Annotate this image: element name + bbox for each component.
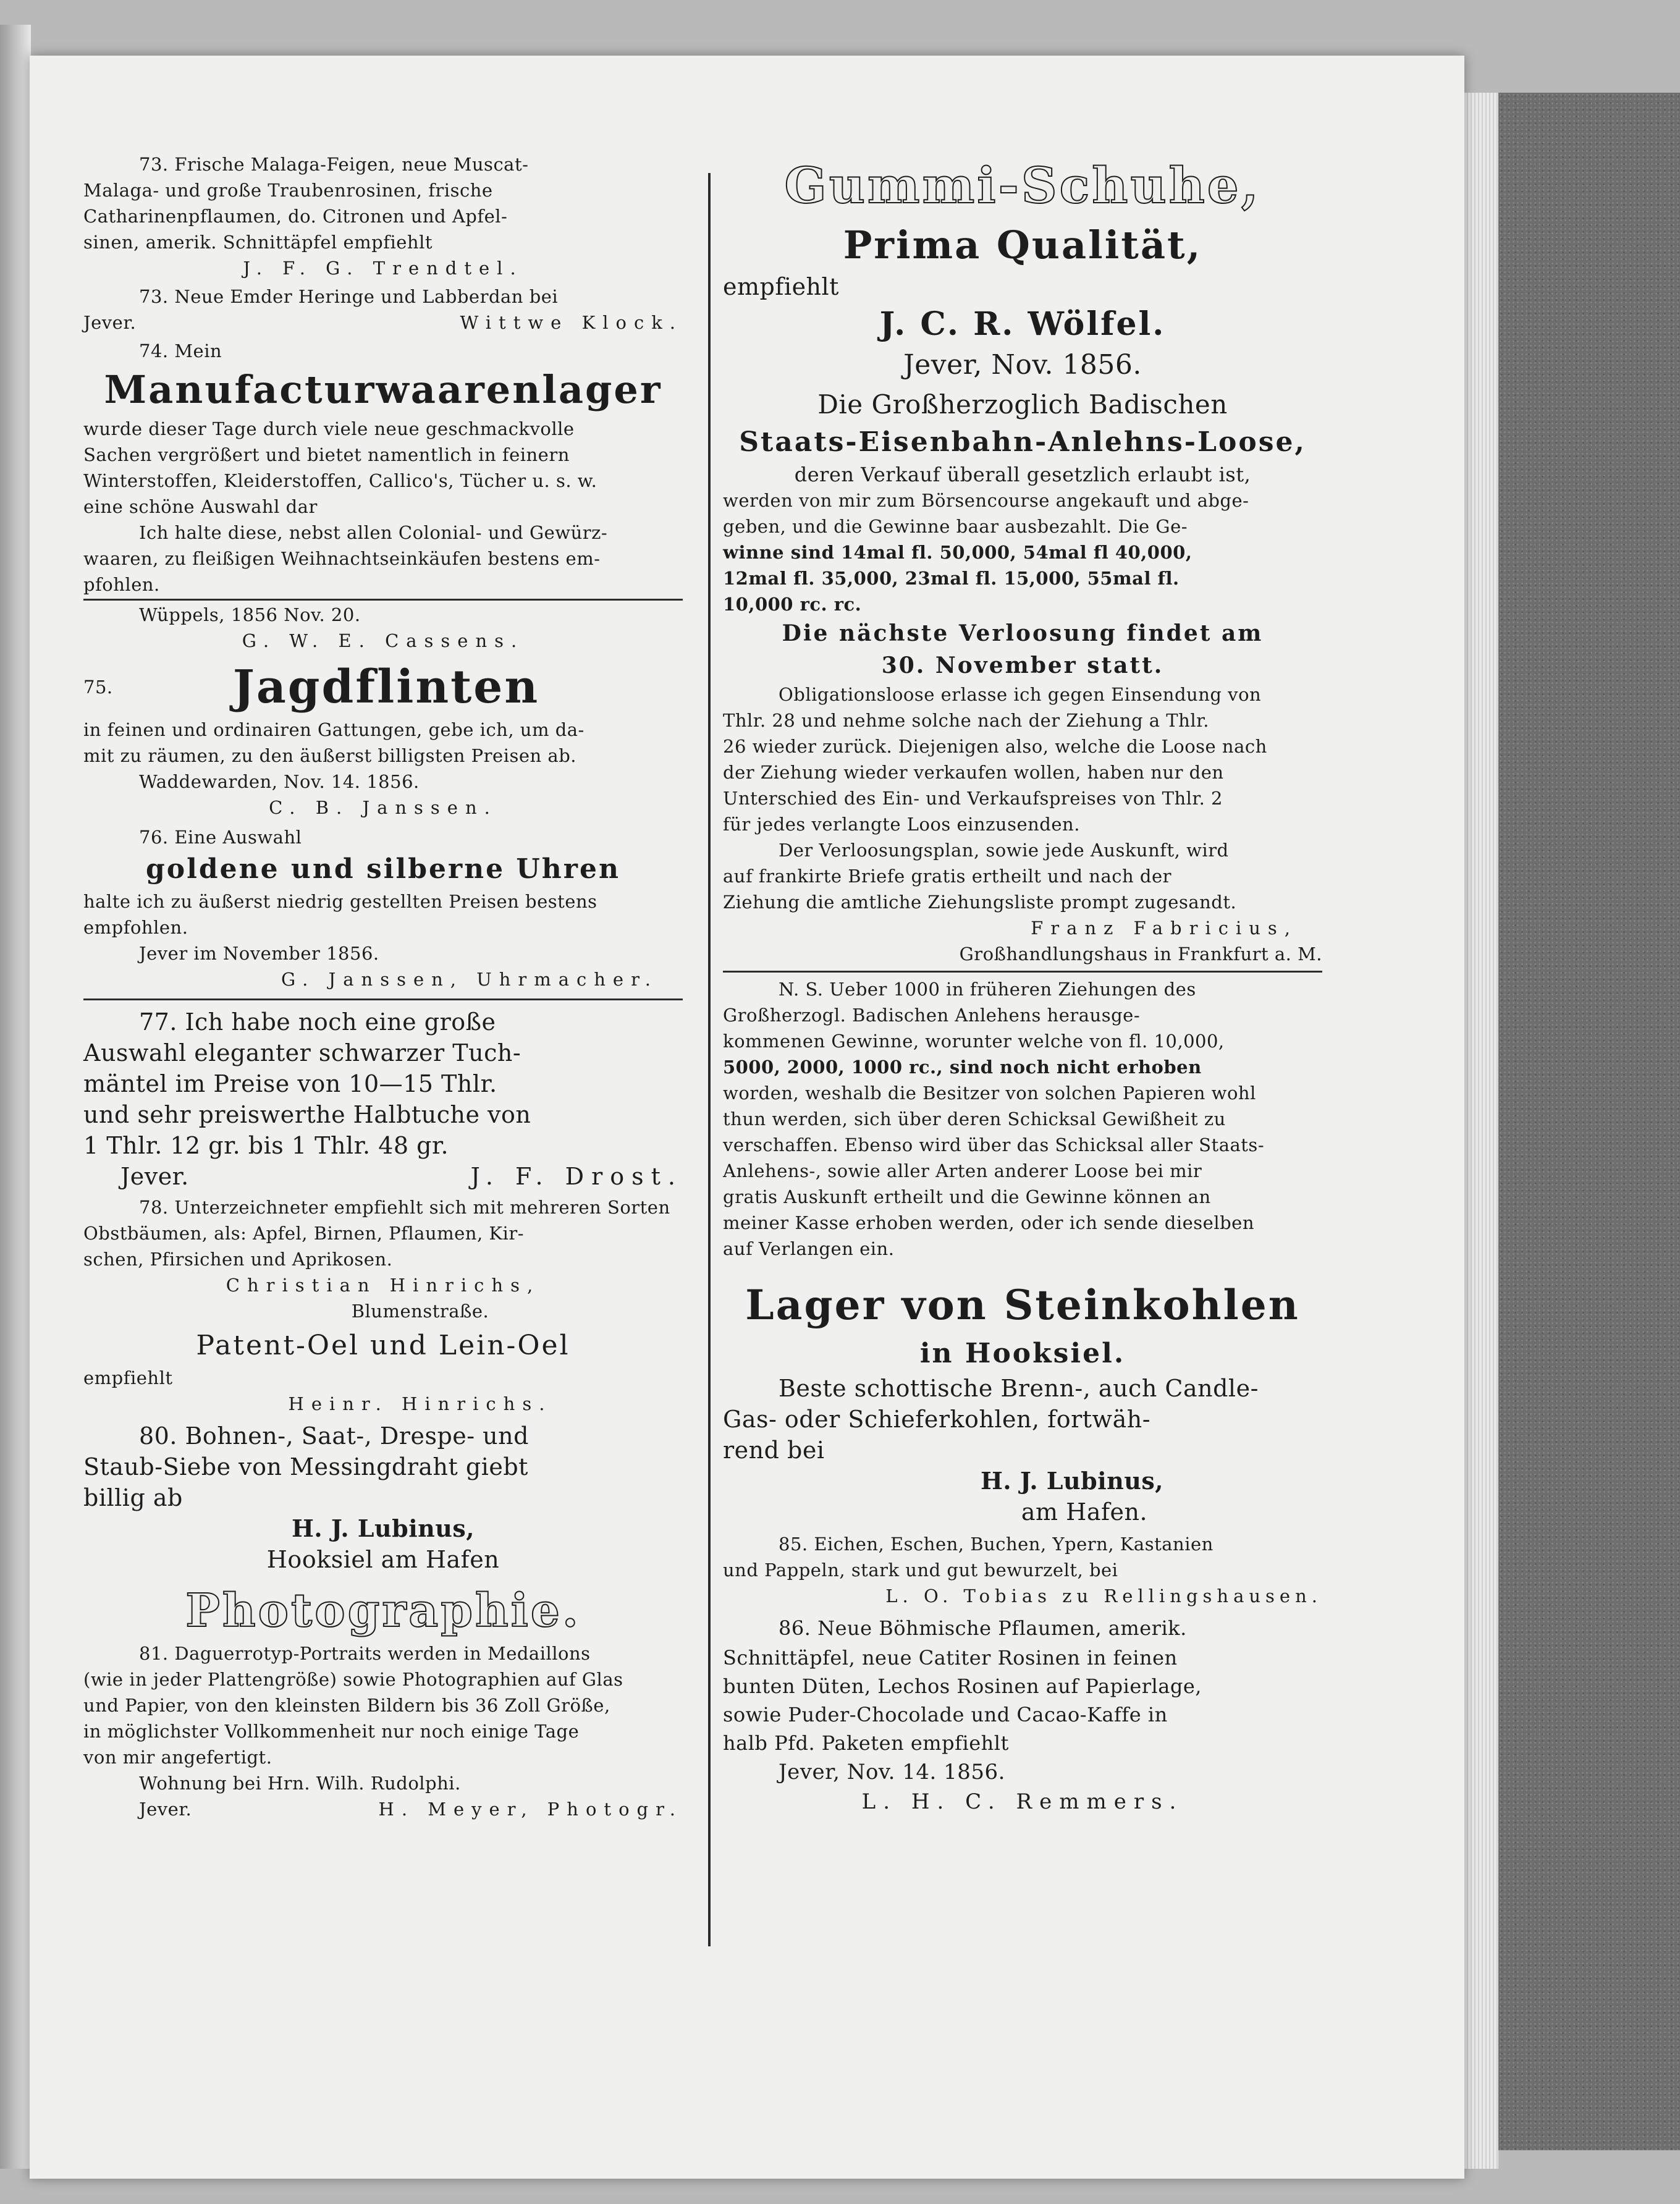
ad-line: empfohlen. [83,917,188,938]
ad-lead: empfiehlt [83,1367,173,1388]
ad-line: worden, weshalb die Besitzer von solchen Papieren wohl [723,1083,1256,1104]
separator-rule [723,971,1322,973]
ad-line: der Ziehung wieder verkaufen wollen, haben nur den [723,762,1224,783]
ad-line: in möglichster Vollkommenheit nur noch einige Tage [83,1721,580,1742]
ad-line: von mir angefertigt. [83,1747,272,1768]
ad-gummi-schuhe [723,151,1322,384]
ad-address: Hooksiel am Hafen [266,1546,500,1573]
ad-line: waaren, zu fleißigen Weihnachtseinkäufen bestens em- [83,548,601,569]
ad-line: Anlehens-, sowie aller Arten anderer Loose bei mir [723,1160,1202,1181]
ad-line: Der Verloosungsplan, sowie jede Auskunft, wird [779,840,1229,861]
ad-line: 26 wieder zurück. Diejenigen also, welche die Loose nach [723,736,1267,757]
ad-line: rend bei [723,1437,825,1464]
ad-line: (wie in jeder Plattengröße) sowie Photographien auf Glas [83,1669,623,1690]
ad-line: Sachen vergrößert und bietet namentlich in feinern [83,444,570,465]
ad-line: wurde dieser Tage durch viele neue geschmackvolle [83,418,575,439]
ad-line: 80. Bohnen-, Saat-, Drespe- und [139,1422,529,1450]
ad-line: 1 Thlr. 12 gr. bis 1 Thlr. 48 gr. [83,1132,449,1159]
ad-line: Malaga- und große Traubenrosinen, frische [83,180,493,201]
ad-place: Jever. [83,312,137,333]
ad-draw-notice: 30. November statt. [881,652,1164,678]
book-spine-left [0,25,31,2169]
ad-81-photographie [83,1581,683,1822]
ad-badische-loose [723,386,1322,1262]
ad-subhead: Staats-Eisenbahn-Anlehns-Loose, [739,426,1306,458]
ad-86-pflaumen [723,1613,1322,1817]
ad-line: halb Pfd. Paketen empfiehlt [723,1731,1009,1755]
separator-rule [83,999,683,1000]
ad-line: winne sind 14mal fl. 50,000, 54mal fl 40,000, [723,542,1192,563]
ad-signature: J. F. Drost. [470,1163,683,1190]
ad-line: in feinen und ordinairen Gattungen, gebe ich, um da- [83,719,585,740]
ad-place-date: Jever im November 1856. [139,943,379,964]
ad-line: billig ab [83,1484,183,1511]
ad-signature: C. B. Janssen. [269,797,497,818]
ad-line: Obstbäumen, als: Apfel, Birnen, Pflaumen, Kir- [83,1223,524,1244]
ad-number: 75. [83,677,113,698]
ad-line: Ziehung die amtliche Ziehungsliste prompt zugesandt. [723,892,1237,913]
ad-line: eine schöne Auswahl dar [83,496,318,517]
ad-place-date: Jever, Nov. 14. 1856. [779,1760,1005,1784]
ad-line: gratis Auskunft ertheilt und die Gewinne können an [723,1186,1211,1207]
ad-line: geben, und die Gewinne baar ausbezahlt. Die Ge- [723,516,1188,537]
ad-line: 78. Unterzeichneter empfiehlt sich mit mehreren Sorten [139,1197,670,1218]
column-divider [708,173,711,1946]
ad-signature: Wittwe Klock. [460,312,683,333]
ad-line: verschaffen. Ebenso wird über das Schicksal aller Staats- [723,1134,1265,1155]
ad-85-baeume [723,1531,1322,1609]
ad-79-oel [83,1327,683,1417]
ad-signature: G. W. E. Cassens. [242,630,525,651]
ad-place: Jever. [139,1799,192,1820]
ad-line: sinen, amerik. Schnittäpfel empfiehlt [83,232,433,253]
ad-line: 5000, 2000, 1000 rc., sind noch nicht erhoben [723,1057,1202,1078]
page-edges [1464,93,1498,2169]
separator-rule [83,599,683,601]
ad-80-siebe [83,1421,683,1575]
ad-75-jagdflinten [83,657,683,821]
ad-line: 73. Neue Emder Heringe und Labberdan bei [139,286,559,307]
ad-signature: L. H. C. Remmers. [861,1789,1184,1814]
ad-line: deren Verkauf überall gesetzlich erlaubt ist, [794,463,1251,486]
ad-signature: G. Janssen, Uhrmacher. [281,969,658,990]
ad-headline: goldene und silberne Uhren [146,853,620,885]
ad-signature: Christian Hinrichs, [226,1275,541,1296]
ad-signature: Franz Fabricius, [1031,918,1298,939]
ad-line: Waddewarden, Nov. 14. 1856. [139,771,420,792]
book-cover [1498,93,1680,2150]
ad-signature: J. C. R. Wölfel. [879,305,1166,343]
ad-line: und Papier, von den kleinsten Bildern bis 36 Zoll Größe, [83,1695,610,1716]
ad-line: 12mal fl. 35,000, 23mal fl. 15,000, 55mal fl. [723,568,1180,589]
ad-headline: Die Großherzoglich Badischen [817,389,1228,420]
ad-line: meiner Kasse erhoben werden, oder ich sende dieselben [723,1212,1254,1233]
right-column [723,151,1322,1817]
ad-line: Beste schottische Brenn-, auch Candle- [779,1375,1259,1402]
left-column [83,151,683,1822]
ad-line: bunten Düten, Lechos Rosinen auf Papierlage, [723,1674,1202,1698]
ad-headline: Lager von Steinkohlen [745,1281,1300,1329]
ad-76-uhren [83,824,683,1000]
ad-line: Obligationsloose erlasse ich gegen Einsendung von [779,684,1262,705]
ad-intro: 76. Eine Auswahl [139,827,302,848]
ad-line: werden von mir zum Börsencourse angekauft und abge- [723,490,1249,511]
ad-signature: H. J. Lubinus, [291,1514,475,1542]
ad-headline: Gummi-Schuhe, [784,156,1261,214]
ad-line: N. S. Ueber 1000 in früheren Ziehungen des [779,979,1196,1000]
ad-line: und sehr preiswerthe Halbtuche von [83,1101,531,1128]
ad-74-manufactur [83,338,683,654]
ad-address: am Hafen. [1021,1498,1148,1526]
ad-line: kommenen Gewinne, worunter welche von fl. 10,000, [723,1031,1225,1052]
ad-place-date: Jever, Nov. 1856. [903,349,1142,381]
ad-line: mit zu räumen, zu den äußerst billigsten Preisen ab. [83,745,576,766]
ad-line: 86. Neue Böhmische Pflaumen, amerik. [779,1616,1187,1640]
ad-line: auf Verlangen ein. [723,1238,895,1259]
ad-signature: Heinr. Hinrichs. [288,1393,552,1414]
ad-line: Ich halte diese, nebst allen Colonial- und Gewürz- [139,522,608,543]
ad-line: für jedes verlangte Loos einzusenden. [723,814,1080,835]
ad-place: Jever. [120,1163,189,1190]
ad-subhead: Prima Qualität, [843,222,1202,268]
ad-subhead: in Hooksiel. [919,1338,1126,1369]
ad-place-date: Wüppels, 1856 Nov. 20. [139,604,361,625]
ad-line: Schnittäpfel, neue Catiter Rosinen in feinen [723,1646,1178,1670]
ad-signature: J. F. G. Trendtel. [243,258,523,279]
ad-firm: Großhandlungshaus in Frankfurt a. M. [959,944,1322,965]
ad-line: Wohnung bei Hrn. Wilh. Rudolphi. [139,1773,461,1794]
ad-headline: Photographie. [185,1584,581,1637]
ad-line: thun werden, sich über deren Schicksal Gewißheit zu [723,1108,1226,1129]
ad-line: Auswahl eleganter schwarzer Tuch- [83,1039,521,1066]
ad-steinkohlen [723,1275,1322,1527]
ad-signature: L. O. Tobias zu Rellingshausen. [885,1585,1322,1607]
ad-lead: empfiehlt [723,273,839,300]
ad-signature: H. J. Lubinus, [980,1467,1164,1495]
ad-line: Catharinenpflaumen, do. Citronen und Apfel- [83,206,508,227]
ad-line: Winterstoffen, Kleiderstoffen, Callico's, Tücher u. s. w. [83,470,597,491]
ad-line: 73. Frische Malaga-Feigen, neue Muscat- [139,154,529,175]
ad-signature: H. Meyer, Photogr. [378,1799,683,1820]
ad-headline: Manufacturwaarenlager [104,367,662,412]
ad-line: Unterschied des Ein- und Verkaufspreises von Thlr. 2 [723,788,1223,809]
ad-line: 85. Eichen, Eschen, Buchen, Ypern, Kastanien [779,1534,1214,1555]
ad-line: auf frankirte Briefe gratis ertheilt und nach der [723,866,1171,887]
ad-address: Blumenstraße. [351,1301,489,1322]
ad-draw-notice: Die nächste Verloosung findet am [782,620,1264,646]
ad-headline: Patent-Oel und Lein-Oel [196,1330,570,1361]
ad-73-fruits [83,151,683,281]
ad-line: 77. Ich habe noch eine große [139,1008,496,1036]
ad-line: mäntel im Preise von 10—15 Thlr. [83,1070,497,1097]
ad-line: pfohlen. [83,574,160,595]
ad-78-obstbaeume [83,1194,683,1324]
ad-intro: 74. Mein [139,340,222,361]
ad-line: Staub-Siebe von Messingdraht giebt [83,1453,528,1480]
ad-line: schen, Pfirsichen und Aprikosen. [83,1249,393,1270]
ad-line: halte ich zu äußerst niedrig gestellten Preisen bestens [83,891,597,912]
ad-73-herring [83,284,683,336]
ad-line: 10,000 rc. rc. [723,594,862,615]
ad-headline: Jagdflinten [232,661,540,714]
ad-line: sowie Puder-Chocolade und Cacao-Kaffe in [723,1703,1168,1726]
ad-line: 81. Daguerrotyp-Portraits werden in Medaillons [139,1643,591,1664]
ad-line: Großherzogl. Badischen Anlehens herausge- [723,1005,1141,1026]
ad-77-tuchmaentel [83,1007,683,1192]
ad-line: und Pappeln, stark und gut bewurzelt, bei [723,1560,1118,1581]
ad-line: Thlr. 28 und nehme solche nach der Ziehung a Thlr. [723,710,1209,731]
ad-line: Gas- oder Schieferkohlen, fortwäh- [723,1406,1151,1433]
